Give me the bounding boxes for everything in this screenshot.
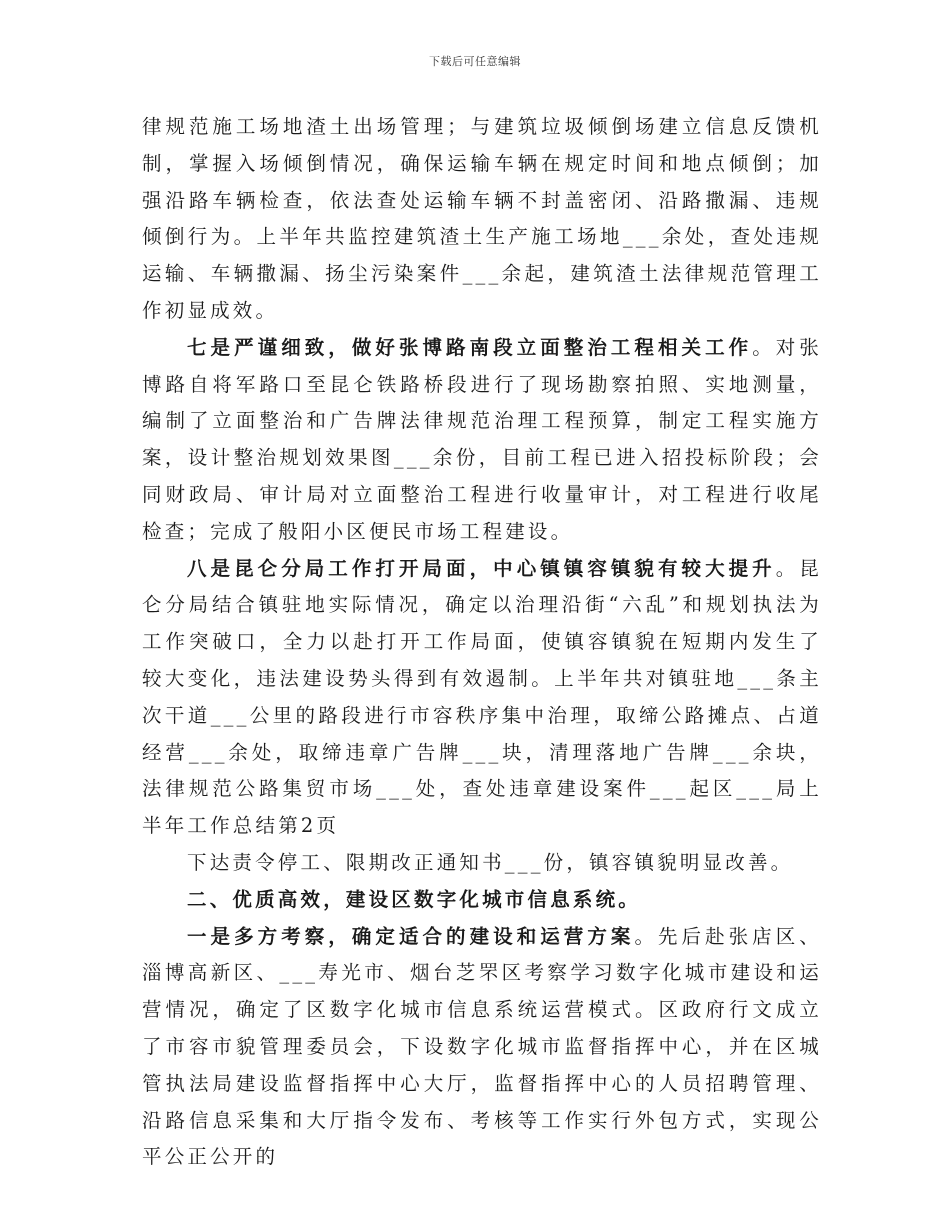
paragraph-item-eight xyxy=(142,551,822,845)
document-body xyxy=(142,109,822,1176)
paragraph-item-seven xyxy=(142,330,822,551)
paragraph-continuation-2 xyxy=(142,845,822,882)
paragraph-item-one xyxy=(142,919,822,1177)
paragraph-continuation xyxy=(142,109,822,330)
paragraph-text: 。先后赴张店区、淄博高新区、___寿光市、烟台芝罘区考察学习数字化城市建设和运营情况，确定了区数字化城市信息系统运营模式。区政府行文成立了市容市貌管理委员会，下设数字化城市监督指挥中心，并在区城管执法局建设监督指挥中心大厅，监督指挥中心的人员招聘管理、沿路信息采集和大厅指令发布、考核等工作实行外包方式，实现公平公正公开的 xyxy=(142,924,822,1169)
page-header: 下载后可任意编辑 xyxy=(429,55,521,68)
paragraph-heading: 七是严谨细致，做好张博路南段立面整治工程相关工作 xyxy=(187,335,753,359)
paragraph-text: 。对张博路自将军路口至昆仑铁路桥段进行了现场勘察拍照、实地测量，编制了立面整治和广告牌法律规范治理工程预算，制定工程实施方案，设计整治规划效果图___余份，目前工程已进入招投标阶段；会同财政局、审计局对立面整治工程进行收量审计，对工程进行收尾检查；完成了般阳小区便民市场工程建设。 xyxy=(142,335,822,543)
section-heading: 二、优质高效，建设区数字化城市信息系统。 xyxy=(187,887,642,911)
paragraph-heading: 八是昆仑分局工作打开局面，中心镇镇容镇貌有较大提升 xyxy=(187,556,776,580)
section-heading-two xyxy=(142,882,822,919)
paragraph-text: 。昆仑分局结合镇驻地实际情况，确定以治理沿街“六乱”和规划执法为工作突破口，全力以赴打开工作局面，使镇容镇貌在短期内发生了较大变化，违法建设势头得到有效遏制。上半年共对镇驻地___条主次干道___公里的路段进行市容秩序集中治理，取缔公路摊点、占道经营___余处，取缔违章广告牌___块，清理落地广告牌___余块，法律规范公路集贸市场___处，查处违章建设案件___起区___局上半年工作总结第2页 xyxy=(142,556,822,838)
paragraph-text: 律规范施工场地渣土出场管理；与建筑垃圾倾倒场建立信息反馈机制，掌握入场倾倒情况，确保运输车辆在规定时间和地点倾倒；加强沿路车辆检查，依法查处运输车辆不封盖密闭、沿路撒漏、违规倾倒行为。上半年共监控建筑渣土生产施工场地___余处，查处违规运输、车辆撒漏、扬尘污染案件___余起，建筑渣土法律规范管理工作初显成效。 xyxy=(142,115,822,322)
paragraph-text: 下达责令停工、限期改正通知书___份，镇容镇貌明显改善。 xyxy=(187,850,794,874)
paragraph-heading: 一是多方考察，确定适合的建设和运营方案 xyxy=(187,924,635,948)
